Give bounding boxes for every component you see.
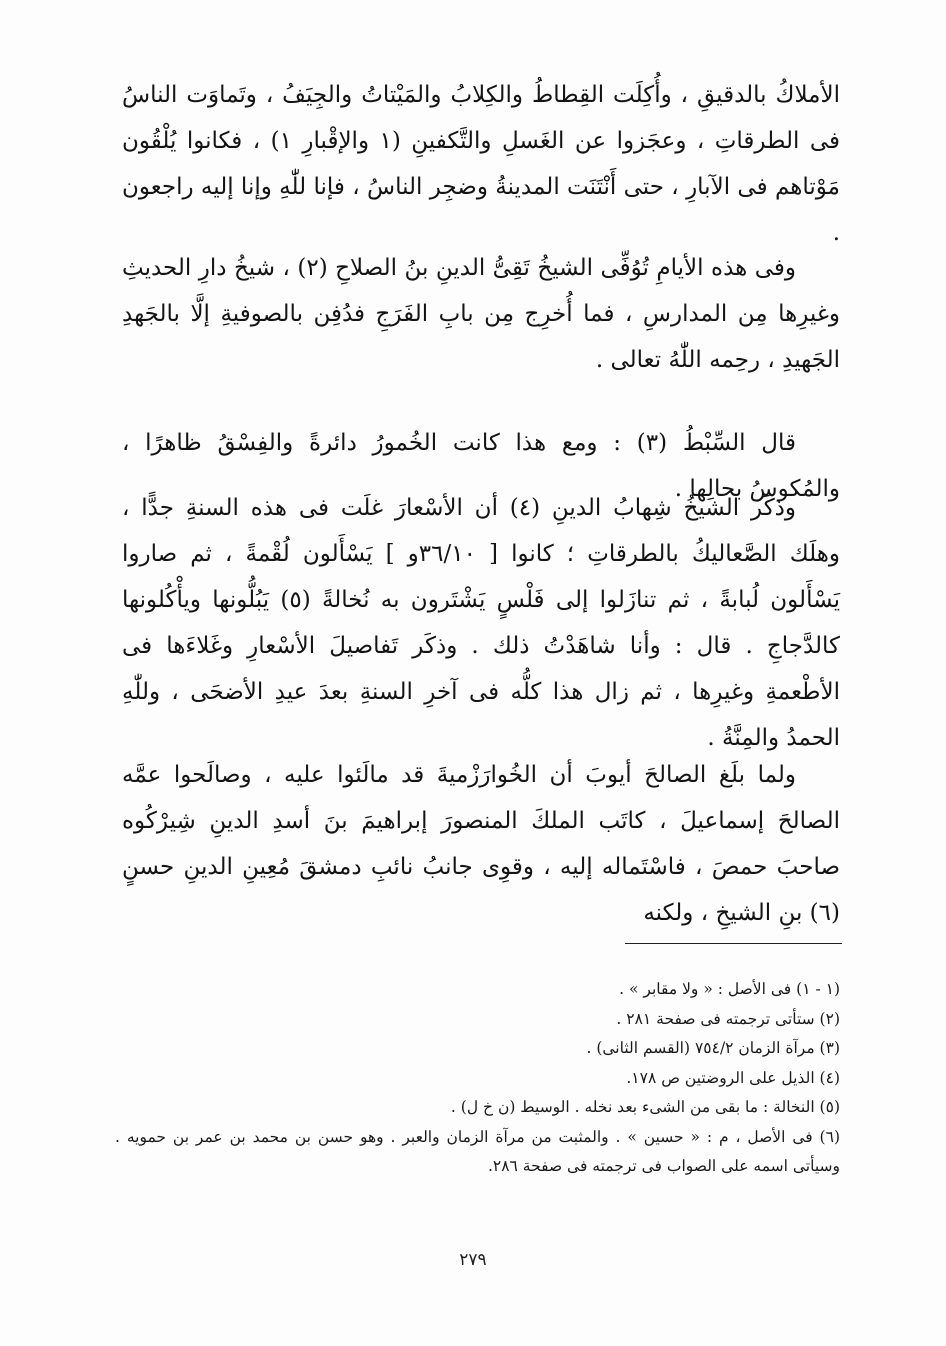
paragraph-1 xyxy=(122,72,840,256)
footnote-2: (٢) ستأتى ترجمته فى صفحة ٢٨١ . xyxy=(616,1009,840,1028)
paragraph-4 xyxy=(122,485,840,761)
footnote-1: (١ - ١) فى الأصل : « ولا مقابر » . xyxy=(619,980,840,998)
footnotes xyxy=(115,975,840,1182)
footnote-5: (٥) النخالة : ما بقى من الشىء بعد نخله . الوسيط (ن خ ل) . xyxy=(450,1098,840,1116)
paragraph-2 xyxy=(122,245,840,383)
paragraph-5-text: ولما بلَغ الصالحَ أيوبَ أن الخُوارَزْميةَ قد مالَئوا عليه ، وصالَحوا عمَّه الصالحَ إسماعيلَ ، كاتَب الملكَ المنصورَ إبراهيمَ بنَ أسدِ الدينِ شِيرْكُوه صاحبَ حمصَ ، فاسْتَماله إليه ، وقوِى جانبُ نائبِ دمشقَ مُعِينِ الدينِ حسنٍ (٦) بنِ الشيخِ ، ولكنه xyxy=(122,762,840,926)
footnote-4: (٤) الذيل على الروضتين ص ١٧٨. xyxy=(626,1068,840,1087)
page-number: ٢٧٩ xyxy=(459,1250,487,1270)
paragraph-4-text: وذكَر الشيخُ شِهابُ الدينِ (٤) أن الأسْعارَ غلَت فى هذه السنةِ جدًّا ، وهلَك الصَّعاليكُ بالطرقاتِ ؛ كانوا [ ٣٦/١٠و ] يَسْأَلون لُقْمةً ، ثم صاروا يَسْأَلون لُبابةً ، ثم تنازَلوا إلى فَلْسٍ يَشْتَرون به نُخالةً (٥) يَبُلُّونها ويأْكُلونها كالدَّجاجِ . قال : وأنا شاهَدْتُ ذلك . وذكَر تَفاصيلَ الأسْعارِ وغَلاءَها فى الأطْعمةِ وغيرِها ، ثم زال هذا كلُّه فى آخرِ السنةِ بعدَ عيدِ الأضحَى ، وللّٰهِ الحمدُ والمِنَّةُ . xyxy=(122,495,840,751)
paragraph-3-text: قال السِّبْطُ (٣) : ومع هذا كانت الخُمورُ دائرةً والفِسْقُ ظاهرًا ، والمُكوسُ بحالِها . xyxy=(122,430,840,502)
footnote-3: (٣) مرآة الزمان ٧٥٤/٢ (القسم الثانى) . xyxy=(586,1039,840,1057)
paragraph-2-text: وفى هذه الأيامِ تُوُفِّى الشيخُ تَقِىُّ الدينِ بنُ الصلاحِ (٢) ، شيخُ دارِ الحديثِ وغيرِها مِن المدارسِ ، فما أُخرِج مِن بابِ الفَرَجِ فدُفِن بالصوفيةِ إلَّا بالجَهدِ الجَهيدِ ، رحِمه اللّٰهُ تعالى . xyxy=(122,255,840,373)
footnote-6: (٦) فى الأصل ، م : « حسين » . والمثبت من مرآة الزمان والعبر . وهو حسن بن محمد بن عمر بن حمويه . وسيأتى اسمه على الصواب فى ترجمته فى صفحة ٢٨٦. xyxy=(115,1127,840,1175)
footnote-divider xyxy=(625,943,842,944)
paragraph-1-text: الأملاكُ بالدقيقِ ، وأُكِلَت القِطاطُ والكِلابُ والمَيْتاتُ والجِيَفُ ، وتَماوَت الناسُ فى الطرقاتِ ، وعجَزوا عن الغَسلِ والتَّكفينِ (١ والإقْبارِ ١) ، فكانوا يُلْقُون مَوْتاهم فى الآبارِ ، حتى أَنْتَنَت المدينةُ وضجِر الناسُ ، فإنا للّٰهِ وإنا إليه راجعون . xyxy=(122,82,840,246)
paragraph-5 xyxy=(122,752,840,936)
